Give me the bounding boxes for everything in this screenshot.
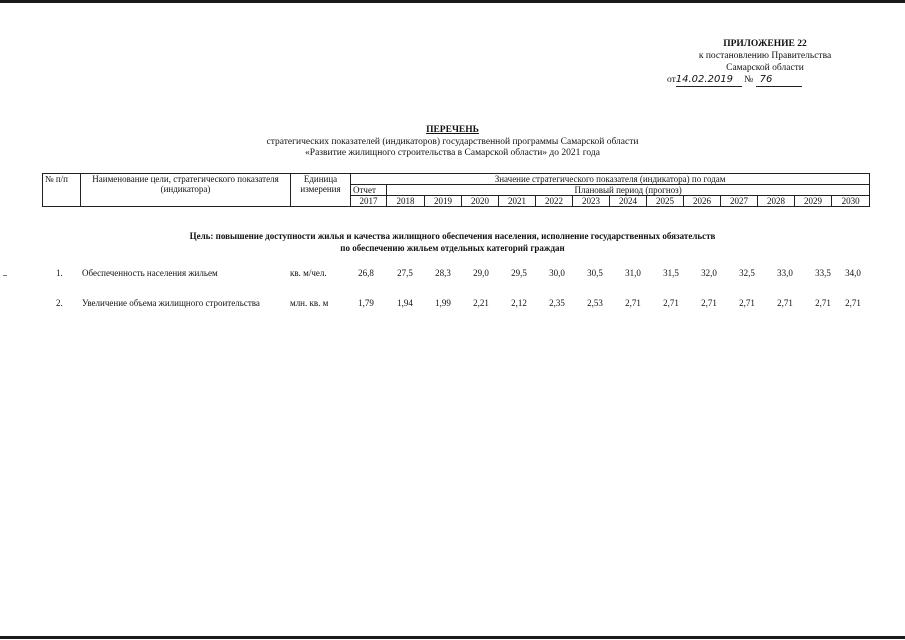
- scan-margin-mark: [3, 275, 7, 276]
- header-report: Отчет: [351, 185, 387, 196]
- row-value: 33,0: [777, 268, 793, 278]
- row-unit: кв. м/чел.: [290, 268, 327, 278]
- header-year: 2021: [499, 196, 536, 207]
- indicator-header-table: [42, 173, 870, 207]
- row-value: 33,5: [815, 268, 831, 278]
- row-value: 2,71: [815, 298, 831, 308]
- header-year: 2018: [387, 196, 425, 207]
- handwritten-date: 14.02.2019: [676, 74, 742, 87]
- header-col-name: Наименование цели, стратегического показателя (индикатора): [81, 174, 291, 207]
- goal-line-2: по обеспечению жильем отдельных категорий граждан: [340, 243, 565, 253]
- goal-line-1: Цель: повышение доступности жилья и качества жилищного обеспечения населения, исполнение государственных обязательств: [189, 231, 716, 241]
- header-year: 2023: [573, 196, 610, 207]
- header-year: 2017: [351, 196, 387, 207]
- row-value: 2,71: [777, 298, 793, 308]
- header-year: 2025: [647, 196, 684, 207]
- header-year: 2019: [425, 196, 462, 207]
- date-prefix: от: [667, 75, 676, 85]
- row-unit: млн. кв. м: [290, 298, 329, 308]
- header-year: 2027: [721, 196, 758, 207]
- row-value: 2,71: [701, 298, 717, 308]
- document-heading: [0, 125, 905, 160]
- scan-top-border: [0, 0, 905, 3]
- header-col-unit: Единица измерения: [291, 174, 351, 207]
- header-col-values: Значение стратегического показателя (индикатора) по годам: [351, 174, 870, 185]
- row-value: 1,79: [358, 298, 374, 308]
- row-value: 26,8: [358, 268, 374, 278]
- goal-statement: [0, 230, 905, 254]
- row-value: 27,5: [397, 268, 413, 278]
- row-number: 1.: [56, 268, 63, 278]
- handwritten-number: 76: [756, 74, 802, 87]
- row-value: 2,53: [587, 298, 603, 308]
- header-year: 2022: [536, 196, 573, 207]
- scan-bottom-border: [0, 636, 905, 639]
- row-value: 34,0: [845, 268, 861, 278]
- row-value: 30,0: [549, 268, 565, 278]
- appendix-line-1: к постановлению Правительства: [698, 51, 832, 61]
- appendix-block: [650, 38, 880, 87]
- number-prefix: №: [744, 75, 754, 85]
- row-value: 31,0: [625, 268, 641, 278]
- row-value: 2,12: [511, 298, 527, 308]
- heading-title: ПЕРЕЧЕНЬ: [426, 125, 479, 135]
- row-value: 28,3: [435, 268, 451, 278]
- header-year: 2024: [610, 196, 647, 207]
- row-value: 29,5: [511, 268, 527, 278]
- header-plan: Плановый период (прогноз): [387, 185, 870, 196]
- heading-line-1: стратегических показателей (индикаторов) государственной программы Самарской области: [266, 136, 639, 147]
- row-number: 2.: [56, 298, 63, 308]
- header-year: 2026: [684, 196, 721, 207]
- row-value: 2,71: [739, 298, 755, 308]
- row-value: 32,0: [701, 268, 717, 278]
- row-name: Увеличение объема жилищного строительства: [82, 298, 260, 308]
- row-value: 1,94: [397, 298, 413, 308]
- row-value: 2,21: [473, 298, 489, 308]
- row-name: Обеспеченность населения жильем: [82, 268, 218, 278]
- header-year: 2028: [758, 196, 795, 207]
- row-value: 2,35: [549, 298, 565, 308]
- header-year: 2029: [795, 196, 832, 207]
- row-value: 32,5: [739, 268, 755, 278]
- header-year: 2020: [462, 196, 499, 207]
- header-year: 2030: [832, 196, 870, 207]
- appendix-date-line: [650, 74, 880, 87]
- heading-line-2: «Развитие жилищного строительства в Самарской области» до 2021 года: [305, 148, 600, 158]
- appendix-line-2: Самарской области: [726, 63, 804, 73]
- row-value: 30,5: [587, 268, 603, 278]
- row-value: 31,5: [663, 268, 679, 278]
- row-value: 2,71: [625, 298, 641, 308]
- row-value: 2,71: [845, 298, 861, 308]
- row-value: 2,71: [663, 298, 679, 308]
- row-value: 29,0: [473, 268, 489, 278]
- header-col-number: № п/п: [43, 174, 81, 207]
- appendix-title: ПРИЛОЖЕНИЕ 22: [723, 39, 807, 49]
- row-value: 1,99: [435, 298, 451, 308]
